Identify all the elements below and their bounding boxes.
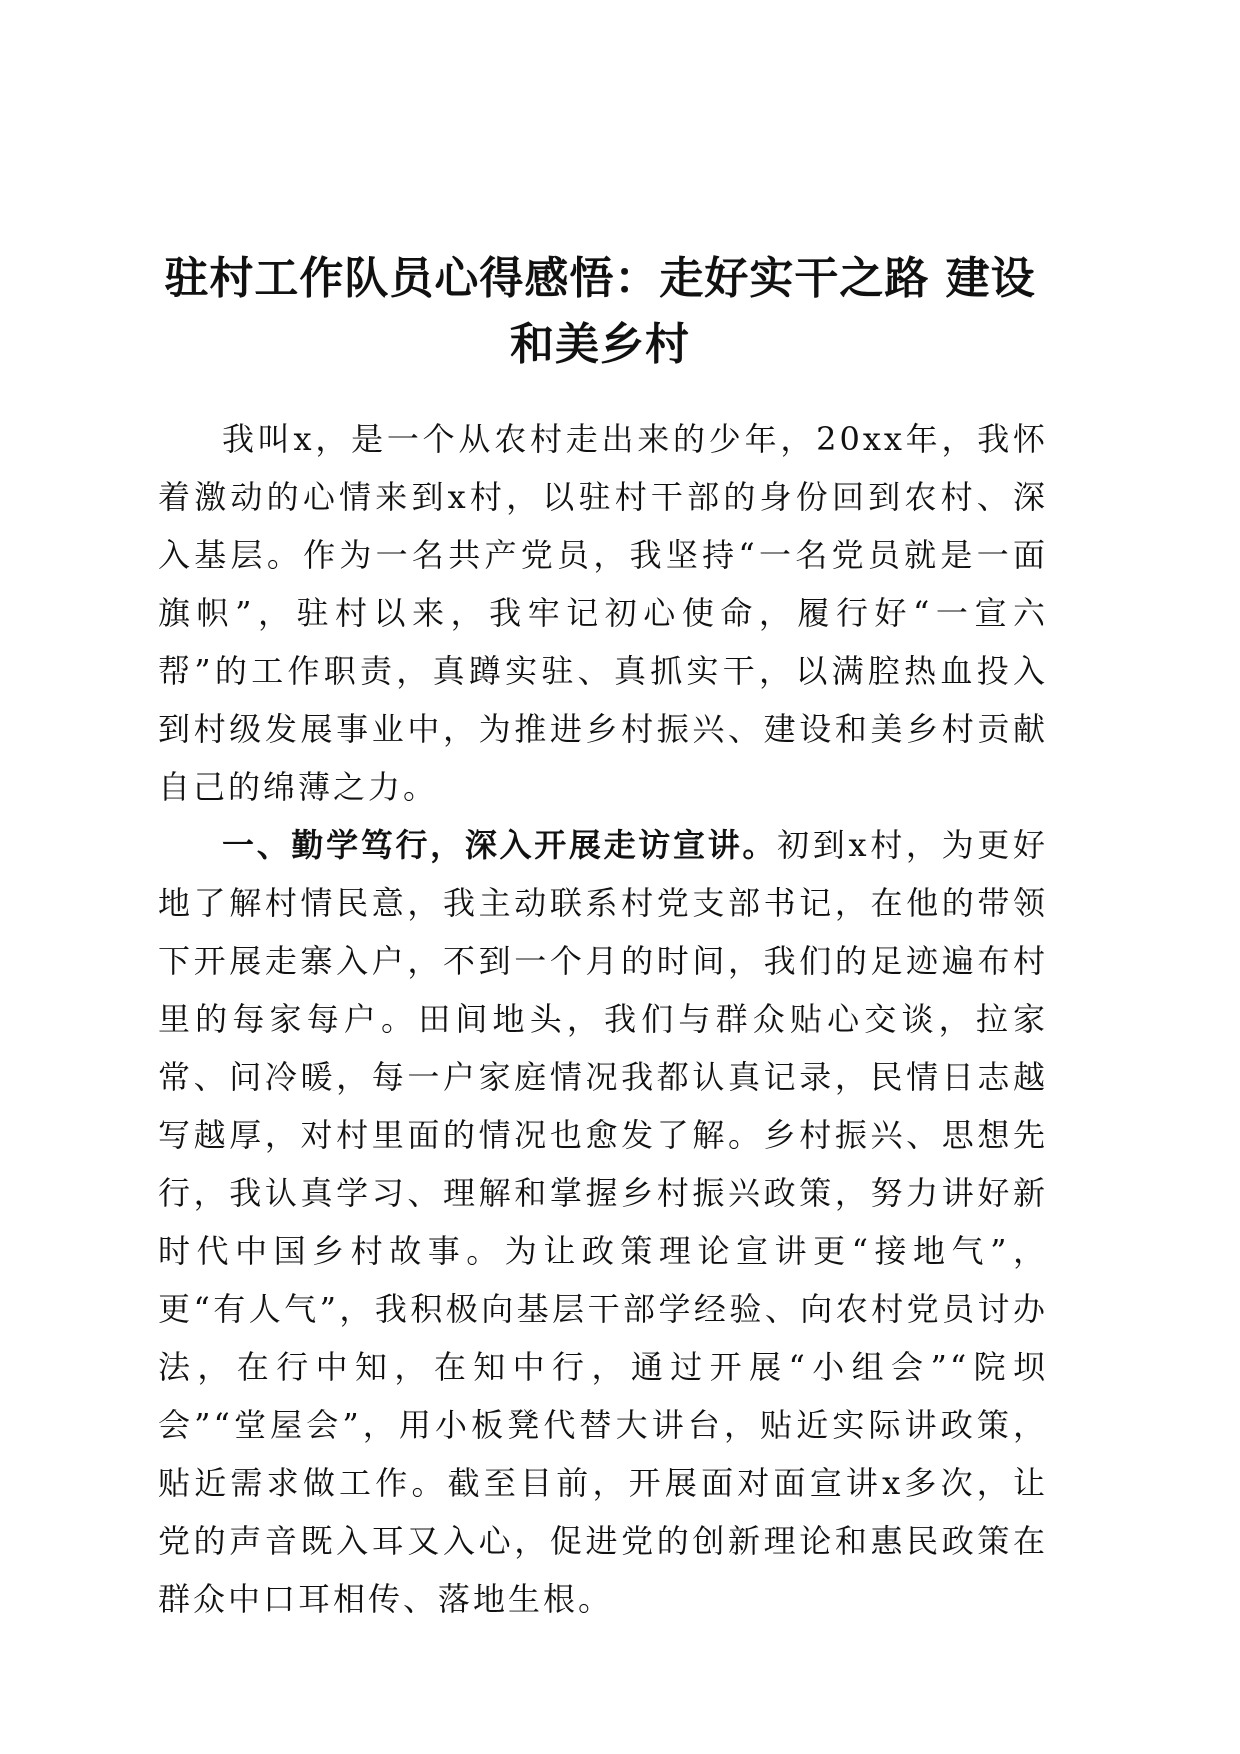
- paragraph-intro: [158, 410, 1048, 816]
- document-body: [158, 410, 1048, 1628]
- paragraph-text: 初到x村，为更好地了解村情民意，我主动联系村党支部书记，在他的带领下开展走寨入户，不到一个月的时间，我们的足迹遍布村里的每家每户。田间地头，我们与群众贴心交谈，拉家常、问冷暖，每一户家庭情况我都认真记录，民情日志越写越厚，对村里面的情况也愈发了解。乡村振兴、思想先行，我认真学习、理解和掌握乡村振兴政策，努力讲好新时代中国乡村故事。为让政策理论宣讲更“接地气”，更“有人气”，我积极向基层干部学经验、向农村党员讨办法，在行中知，在知中行，通过开展“小组会”“院坝会”“堂屋会”，用小板凳代替大讲台，贴近实际讲政策，贴近需求做工作。截至目前，开展面对面宣讲x多次，让党的声音既入耳又入心，促进党的创新理论和惠民政策在群众中口耳相传、落地生根。: [158, 826, 1048, 1618]
- document-title: [140, 246, 1060, 378]
- title-line-1: 驻村工作队员心得感悟：走好实干之路 建设: [164, 253, 1036, 304]
- title-line-2: 和美乡村: [510, 319, 690, 370]
- paragraph-section-1: [158, 816, 1048, 1628]
- section-heading: 一、勤学笃行，深入开展走访宣讲。: [222, 826, 778, 864]
- paragraph-text: 我叫x，是一个从农村走出来的少年，20xx年，我怀着激动的心情来到x村，以驻村干部的身份回到农村、深入基层。作为一名共产党员，我坚持“一名党员就是一面旗帜”，驻村以来，我牢记初心使命，履行好“一宣六帮”的工作职责，真蹲实驻、真抓实干，以满腔热血投入到村级发展事业中，为推进乡村振兴、建设和美乡村贡献自己的绵薄之力。: [158, 420, 1048, 806]
